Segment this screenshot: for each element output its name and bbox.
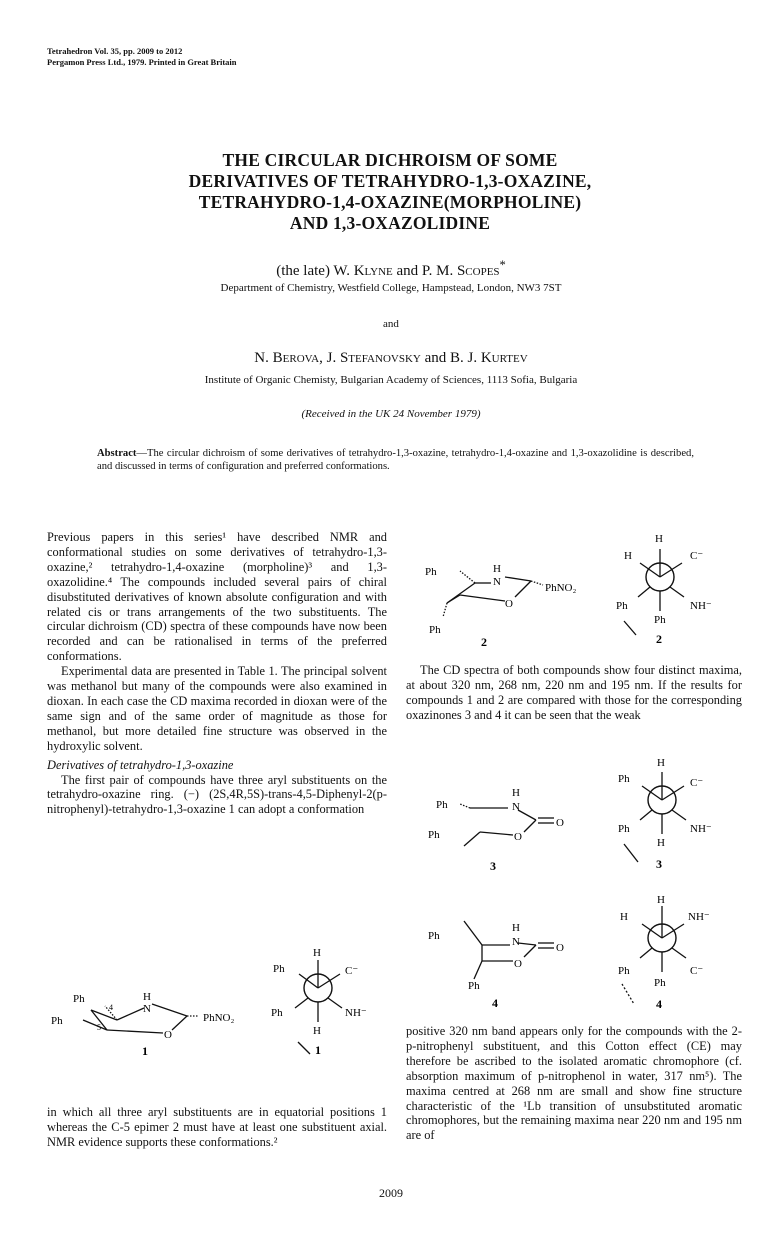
structure-4 bbox=[420, 905, 590, 1015]
title-line-4: AND 1,3-OXAZOLIDINE bbox=[289, 213, 491, 233]
received-date: (Received in the UK 24 November 1979) bbox=[301, 408, 481, 420]
authors-line-2 bbox=[60, 350, 722, 367]
conformer-number: 2 bbox=[656, 632, 662, 646]
author-initial-3: and B. J. bbox=[420, 350, 481, 366]
paragraph: The first pair of compounds have three aryl substituents on the tetrahydro-oxazine ring. (−) (2S,4R,5S)-trans-4,5-Diphenyl-2(p-nitrophenyl)-tetrahydro-1,3-oxazine 1 can adopt a conformation bbox=[47, 772, 387, 817]
label-h: H bbox=[313, 947, 321, 959]
label-ph: Ph bbox=[273, 963, 285, 975]
label-h: H bbox=[143, 991, 151, 1003]
journal-info bbox=[47, 46, 237, 68]
paragraph: in which all three aryl substituents are in equatorial positions 1 whereas the C-5 epimer 2 must have at least one substituent axial. NMR evidence supports these conformations.² bbox=[47, 1105, 387, 1149]
left-col-bottom bbox=[47, 1105, 387, 1150]
label-ph: Ph bbox=[73, 993, 85, 1005]
label-n: N bbox=[512, 801, 520, 813]
journal-line-1: Tetrahedron Vol. 35, pp. 2009 to 2012 bbox=[47, 46, 183, 56]
left-col-top bbox=[47, 530, 387, 817]
author-prefix: (the late) W. bbox=[276, 263, 354, 279]
paper-title bbox=[100, 150, 680, 234]
title-line-2: DERIVATIVES OF TETRAHYDRO-1,3-OXAZINE, bbox=[188, 171, 592, 191]
section-heading: Derivatives of tetrahydro-1,3-oxazine bbox=[47, 757, 234, 772]
label-ph: Ph bbox=[618, 773, 630, 785]
label-ph: Ph bbox=[654, 977, 666, 989]
title-line-3: TETRAHYDRO-1,4-OXAZINE(MORPHOLINE) bbox=[198, 192, 582, 212]
label-h: H bbox=[493, 563, 501, 575]
label-c: C⁻ bbox=[690, 965, 704, 977]
corresponding-mark: * bbox=[499, 258, 506, 272]
label-o: O bbox=[556, 817, 564, 829]
right-col-top bbox=[406, 663, 742, 723]
label-h: H bbox=[620, 911, 628, 923]
compound-number: 2 bbox=[481, 635, 487, 649]
label-ph: Ph bbox=[51, 1015, 63, 1027]
label-ph: Ph bbox=[428, 829, 440, 841]
conformer-number: 4 bbox=[656, 997, 662, 1011]
label-ph: Ph bbox=[429, 624, 441, 636]
label-n: N bbox=[143, 1003, 151, 1015]
label-nh: NH⁻ bbox=[688, 911, 710, 923]
author-stefanovsky: Stefanovsky bbox=[339, 350, 421, 366]
newman-3 bbox=[612, 750, 732, 872]
conformer-number: 1 bbox=[315, 1043, 321, 1057]
label-ph: Ph bbox=[616, 600, 628, 612]
label-pno2: PhNO₂ bbox=[203, 1012, 235, 1024]
compound-number: 4 bbox=[492, 996, 498, 1010]
abstract bbox=[97, 447, 694, 473]
label-pno2: PhNO₂ bbox=[545, 582, 577, 594]
label-ph: Ph bbox=[271, 1007, 283, 1019]
structure-3 bbox=[420, 780, 590, 875]
label-h: H bbox=[655, 533, 663, 545]
abstract-text: —The circular dichroism of some derivatives of tetrahydro-1,3-oxazine, tetrahydro-1,4-oxazine and 1,3-oxazolidine is described, and discussed in terms of configuration and preferred conformations. bbox=[97, 448, 694, 472]
author-mid: and P. M. bbox=[392, 263, 457, 279]
structure-2 bbox=[405, 555, 605, 650]
newman-1 bbox=[265, 938, 385, 1060]
label-h: H bbox=[624, 550, 632, 562]
affiliation-1: Department of Chemistry, Westfield College, Hampstead, London, NW3 7ST bbox=[220, 282, 562, 294]
label-n: N bbox=[493, 576, 501, 588]
label-c4: 4 bbox=[109, 1003, 113, 1012]
page-number: 2009 bbox=[379, 1186, 403, 1200]
author-kurtev: Kurtev bbox=[480, 350, 528, 366]
paragraph: Experimental data are presented in Table 1. The principal solvent was methanol but many of the compounds were also examined in dioxan. In each case the CD maxima recorded in dioxan were of the same sign and of the same order of magnitude as those for methanol, but more detailed fine structure was observed in the hydroxylic solvent. bbox=[47, 664, 387, 753]
label-h: H bbox=[657, 757, 665, 769]
label-nh: NH⁻ bbox=[690, 823, 712, 835]
label-h: H bbox=[657, 837, 665, 849]
newman-4 bbox=[612, 888, 732, 1014]
structure-1 bbox=[47, 982, 267, 1062]
label-ph: Ph bbox=[425, 566, 437, 578]
journal-line-2: Pergamon Press Ltd., 1979. Printed in Great Britain bbox=[47, 57, 237, 67]
label-o: O bbox=[514, 958, 522, 970]
paragraph: Previous papers in this series¹ have described NMR and conformational studies on some derivatives of tetrahydro-1,3-oxazine,² tetrahydro-1,4-oxazine (morpholine)³ and 1,3-oxazolidine.⁴ The compounds included several pairs of chiral disubstituted derivatives of known absolute configuration and with related cis or trans arrangements of the two substituents. The circular dichroism (CD) spectra of these compounds have now been recorded and can be rationalised in terms of the preferred conformations. bbox=[47, 530, 387, 664]
label-nh: NH⁻ bbox=[690, 600, 712, 612]
label-ph: Ph bbox=[436, 799, 448, 811]
label-o: O bbox=[514, 831, 522, 843]
conformer-number: 3 bbox=[656, 857, 662, 871]
label-o: O bbox=[505, 598, 513, 610]
label-ph: Ph bbox=[428, 930, 440, 942]
paragraph: positive 320 nm band appears only for the compounds with the 2-p-nitrophenyl substituent, and this Cotton effect (CE) may therefore be ascribed to the isolated aromatic chromophore (cf. absorption maximum of p-nitrophenol in water, 317 nm⁵). The maxima centred at 268 nm are small and show fine structure characteristic of the ¹Lb transition of unsubstituted aromatic chromophores, but the remaining maxima near 220 nm and 195 nm are of bbox=[406, 1024, 742, 1143]
label-ph: Ph bbox=[618, 823, 630, 835]
author-scopes: Scopes bbox=[456, 263, 500, 279]
label-ph: Ph bbox=[654, 614, 666, 626]
label-h: H bbox=[657, 894, 665, 906]
author-klyne: Klyne bbox=[353, 263, 393, 279]
label-n: N bbox=[512, 936, 520, 948]
author-initial-1: N. bbox=[254, 350, 273, 366]
authors-line-1 bbox=[60, 258, 722, 280]
label-ph: Ph bbox=[468, 980, 480, 992]
author-berova: Berova bbox=[272, 350, 320, 366]
compound-number: 3 bbox=[490, 859, 496, 873]
label-o: O bbox=[556, 942, 564, 954]
label-h: H bbox=[512, 922, 520, 934]
title-line-1: THE CIRCULAR DICHROISM OF SOME bbox=[222, 150, 558, 170]
label-nh: NH⁻ bbox=[345, 1007, 367, 1019]
label-h: H bbox=[512, 787, 520, 799]
label-c: C⁻ bbox=[690, 777, 704, 789]
and-separator: and bbox=[383, 318, 399, 330]
compound-number: 1 bbox=[142, 1044, 148, 1058]
label-c: C⁻ bbox=[345, 965, 359, 977]
label-o: O bbox=[164, 1029, 172, 1041]
label-h: H bbox=[313, 1025, 321, 1037]
affiliation-2: Institute of Organic Chemisty, Bulgarian Academy of Sciences, 1113 Sofia, Bulgaria bbox=[204, 374, 578, 386]
right-col-bottom bbox=[406, 1024, 742, 1143]
label-ph: Ph bbox=[618, 965, 630, 977]
label-c5: 5 bbox=[97, 1023, 101, 1032]
author-initial-2: , J. bbox=[319, 350, 340, 366]
newman-2 bbox=[610, 527, 730, 649]
label-c: C⁻ bbox=[690, 550, 704, 562]
abstract-label: Abstract bbox=[97, 448, 137, 459]
paragraph: The CD spectra of both compounds show four distinct maxima, at about 320 nm, 268 nm, 220 nm and 195 nm. If the results for compounds 1 and 2 are compared with those for the corresponding oxazinones 3 and 4 it can be seen that the weak bbox=[406, 663, 742, 722]
